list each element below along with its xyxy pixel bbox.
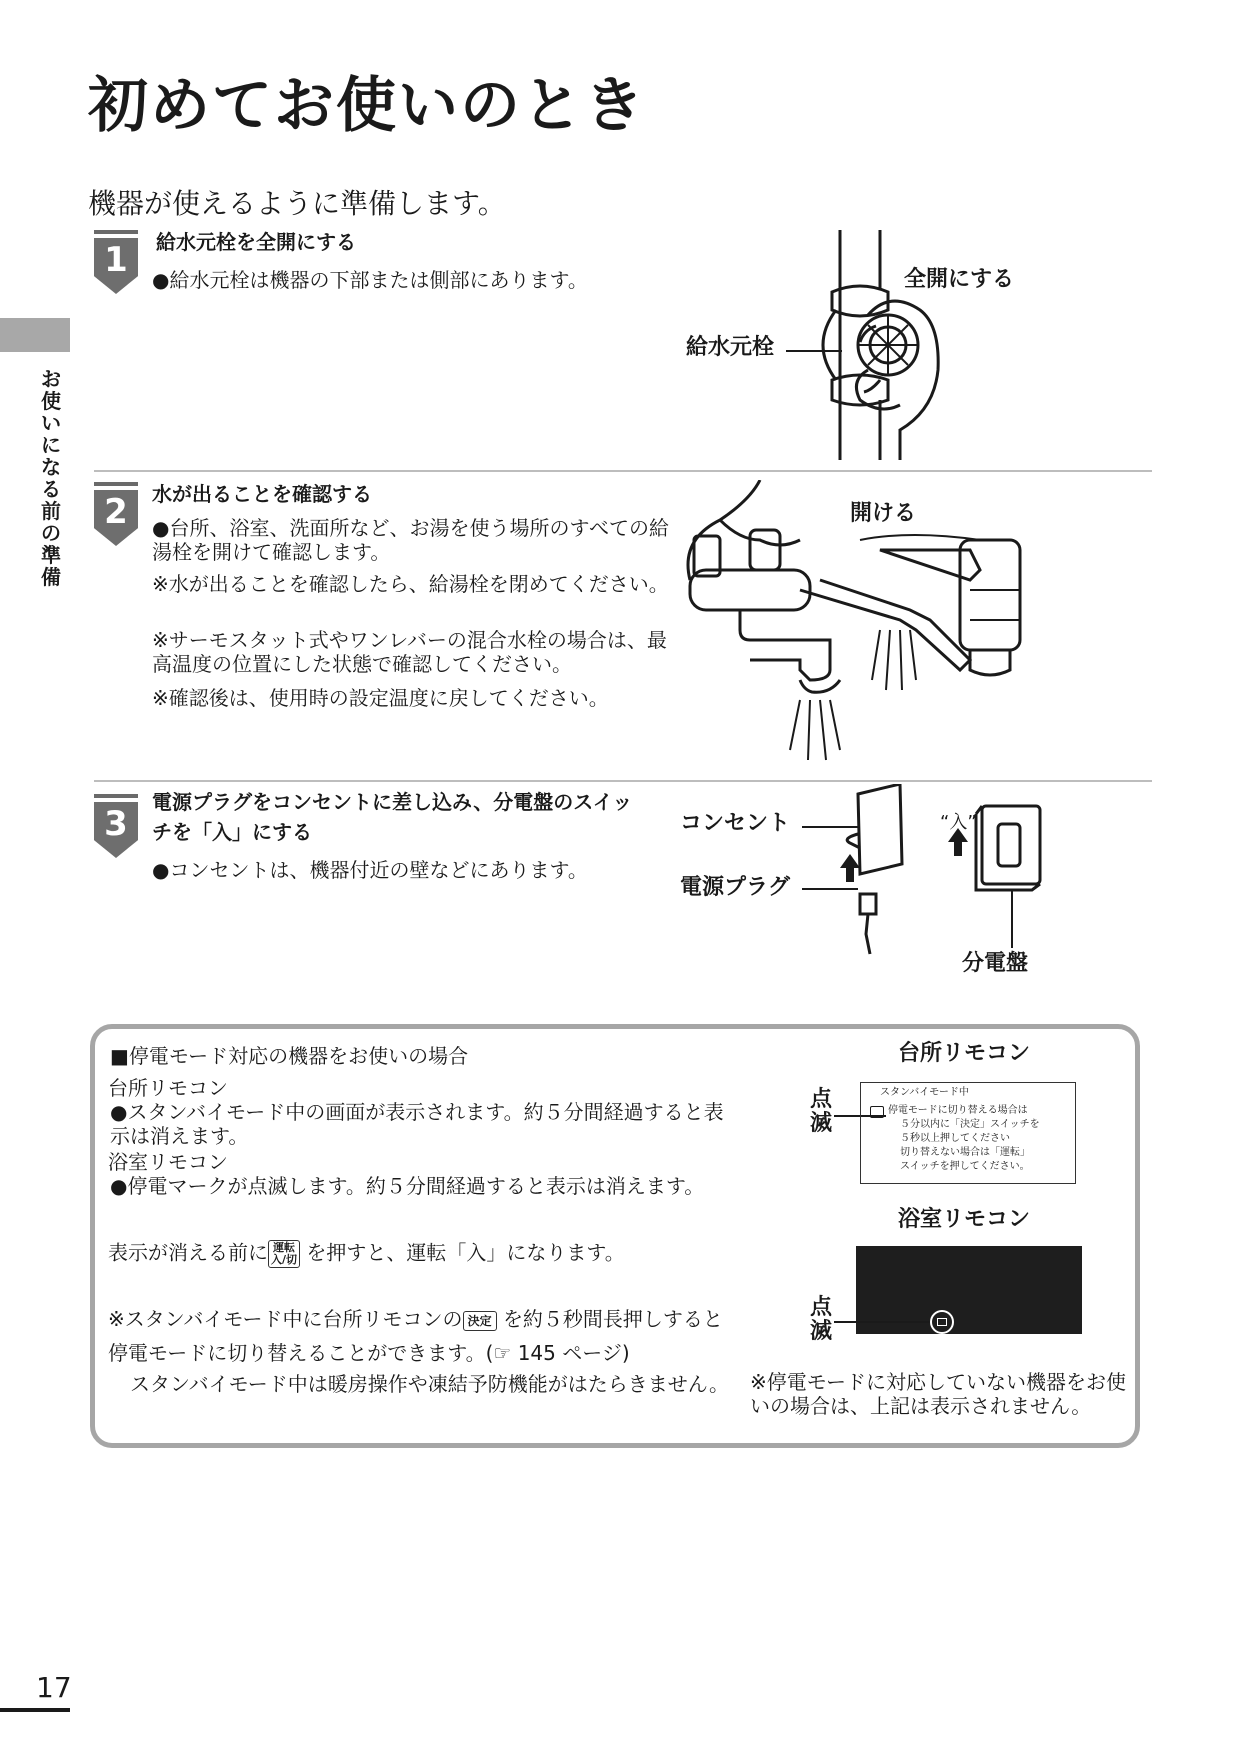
screen-line-2: ５分以内に「決定」スイッチを <box>900 1119 1040 1130</box>
infobox-note-line2: スタンバイモード中は暖房操作や凍結予防機能がはたらきません。 <box>130 1372 729 1396</box>
screen-line-1: 停電モードに切り替える場合は <box>888 1105 1028 1116</box>
infobox-kitchen-text: ●スタンバイモード中の画面が表示されます。約５分間経過すると表示は消えます。 <box>110 1100 724 1148</box>
run-key-label-1: 運転 <box>273 1241 296 1254</box>
valve-leader-line <box>786 350 842 352</box>
infobox-bath-text: ●停電マークが点滅します。約５分間経過すると表示は消えます。 <box>110 1174 705 1198</box>
screen-line-3: ５秒以上押してください <box>900 1133 1010 1144</box>
decide-key-icon: 決定 <box>463 1311 497 1331</box>
step-2-note-2: ※サーモスタット式やワンレバーの混合水栓の場合は、最高温度の位置にした状態で確認してください。 <box>152 628 667 676</box>
run-pre: 表示が消える前に <box>108 1240 268 1265</box>
step-2-number: 2 <box>104 492 128 532</box>
outlet-leader-line <box>802 826 858 828</box>
screen-line-5: スイッチを押してください。 <box>900 1161 1030 1172</box>
step-3-heading-line1: 電源プラグをコンセントに差し込み、分電盤のスイッ <box>152 790 633 814</box>
label-water-valve: 給水元栓 <box>686 335 775 360</box>
page-number: 17 <box>36 1671 72 1704</box>
infobox-run-line <box>108 1240 748 1268</box>
run-key-label-2: 入/切 <box>271 1253 298 1266</box>
infobox-bath-label: 浴室リモコン <box>108 1150 228 1174</box>
step-1-bullet: ●給水元栓は機器の下部または側部にあります。 <box>152 268 588 292</box>
infobox-note <box>108 1302 736 1370</box>
bath-blink-leader <box>834 1321 930 1323</box>
bath-remote-title: 浴室リモコン <box>898 1207 1031 1232</box>
step-2-note-3: ※確認後は、使用時の設定温度に戻してください。 <box>152 686 609 710</box>
step-1-number: 1 <box>104 240 128 280</box>
page-number-rule <box>0 1708 70 1712</box>
infobox-footnote: ※停電モードに対応していない機器をお使いの場合は、上記は表示されません。 <box>750 1370 1126 1418</box>
bath-blink-label: 点滅 <box>810 1295 833 1344</box>
label-on: “入” <box>940 812 977 833</box>
label-breaker: 分電盤 <box>962 951 1029 976</box>
infobox-kitchen-label: 台所リモコン <box>108 1076 228 1100</box>
outage-mark-icon <box>870 1106 884 1118</box>
label-open-full: 全開にする <box>904 267 1015 292</box>
label-power-plug: 電源プラグ <box>680 875 791 900</box>
intro-text: 機器が使えるように準備します。 <box>88 187 506 220</box>
kitchen-remote-title: 台所リモコン <box>898 1041 1031 1066</box>
run-post: を押すと、運転「入」になります。 <box>306 1240 625 1265</box>
step-3-bullet: ●コンセントは、機器付近の壁などにあります。 <box>152 858 588 882</box>
step-3-badge <box>94 794 138 858</box>
step-1-heading: 給水元栓を全開にする <box>156 230 356 254</box>
plug-leader-line <box>802 888 858 890</box>
page-title: 初めてお使いのとき <box>88 71 646 141</box>
step-3-number: 3 <box>104 804 128 844</box>
divider-1 <box>94 470 1152 472</box>
run-key-icon <box>268 1240 300 1268</box>
divider-2 <box>94 780 1152 782</box>
step-2-heading: 水が出ることを確認する <box>152 482 372 506</box>
side-tab-marker <box>0 318 70 352</box>
note-pre: ※スタンバイモード中に台所リモコンの <box>108 1307 463 1331</box>
label-outlet: コンセント <box>680 811 791 836</box>
screen-line-4: 切り替えない場合は「運転」 <box>900 1147 1030 1158</box>
step-3-heading-line2: チを「入」にする <box>152 820 312 844</box>
bath-outage-mark-icon <box>930 1310 954 1334</box>
step-2-bullet: ●台所、浴室、洗面所など、お湯を使う場所のすべての給湯栓を開けて確認します。 <box>152 516 670 564</box>
step-1-badge <box>94 230 138 294</box>
step-2-badge <box>94 482 138 546</box>
outlet-and-breaker-illustration <box>800 784 1060 964</box>
infobox-heading: ■停電モード対応の機器をお使いの場合 <box>110 1044 469 1068</box>
water-valve-illustration <box>780 230 1010 460</box>
side-tab-label: お使いになる前の準備 <box>41 367 61 589</box>
screen-title: スタンバイモード中 <box>880 1087 969 1098</box>
label-open: 開ける <box>850 501 917 526</box>
kitchen-blink-label: 点滅 <box>810 1087 833 1136</box>
note-post: を約５秒間長押しすると停電モードに切り替えることができます。(☞ 145 ページ) <box>108 1307 723 1365</box>
step-2-note-1: ※水が出ることを確認したら、給湯栓を閉めてください。 <box>152 572 669 596</box>
